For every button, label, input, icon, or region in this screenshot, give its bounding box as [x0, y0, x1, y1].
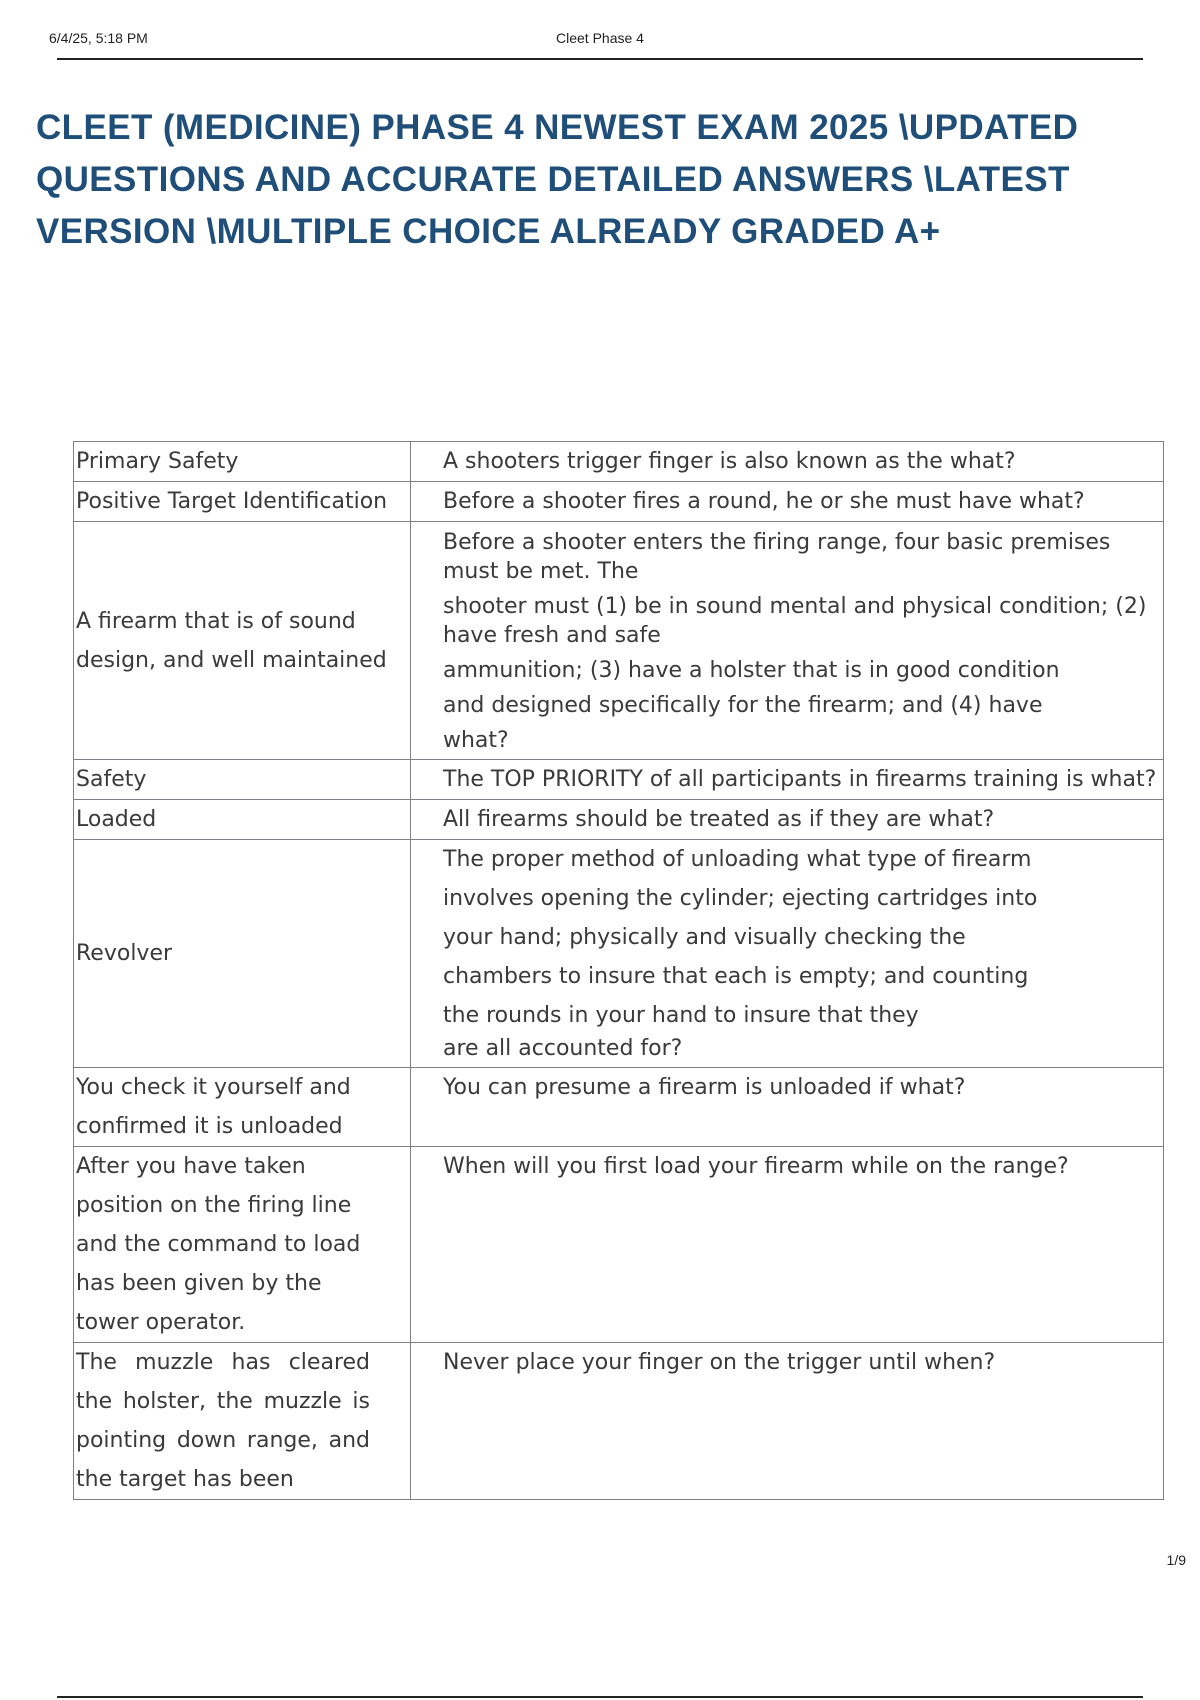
question-line: the rounds in your hand to insure that they — [443, 1003, 919, 1028]
question-cell: A shooters trigger finger is also known as the what? — [411, 442, 1164, 482]
table-row — [74, 1147, 1164, 1343]
qa-table — [73, 441, 1164, 1500]
page-title: CLEET (MEDICINE) PHASE 4 NEWEST EXAM 2025 \UPDATED QUESTIONS AND ACCURATE DETAILED ANSWERS \LATEST VERSION \MULTIPLE CHOICE ALREADY GRADED A+ — [36, 108, 1079, 251]
question-line: your hand; physically and visually checking the — [443, 925, 966, 950]
question-line: what? — [443, 728, 509, 753]
question-line: involves opening the cylinder; ejecting cartridges into — [443, 886, 1038, 911]
answer-cell: The muzzle has cleared the holster, the muzzle is pointing down range, and the target has been — [74, 1343, 411, 1500]
answer-cell: You check it yourself and confirmed it is unloaded — [74, 1068, 411, 1147]
question-cell: When will you first load your firearm while on the range? — [411, 1147, 1164, 1343]
table-row — [74, 1068, 1164, 1147]
answer-cell: Safety — [74, 760, 411, 800]
question-line: chambers to insure that each is empty; and counting — [443, 964, 1029, 989]
table-row — [74, 840, 1164, 1068]
table-row — [74, 800, 1164, 840]
question-cell: The TOP PRIORITY of all participants in firearms training is what? — [411, 760, 1164, 800]
question-line: and designed specifically for the firearm; and (4) have — [443, 693, 1043, 718]
table-row — [74, 482, 1164, 522]
question-cell: You can presume a firearm is unloaded if what? — [411, 1068, 1164, 1147]
table-row — [74, 1343, 1164, 1500]
table-row — [74, 522, 1164, 760]
question-line: shooter must (1) be in sound mental and physical condition; (2) have fresh and safe — [443, 594, 1147, 648]
answer-cell: Revolver — [74, 840, 411, 1068]
question-cell: Before a shooter fires a round, he or she must have what? — [411, 482, 1164, 522]
answer-cell: Loaded — [74, 800, 411, 840]
question-cell: Never place your finger on the trigger until when? — [411, 1343, 1164, 1500]
answer-cell: Positive Target Identification — [74, 482, 411, 522]
question-line: are all accounted for? — [443, 1036, 683, 1061]
table-row — [74, 760, 1164, 800]
question-line: ammunition; (3) have a holster that is in good condition — [443, 658, 1060, 683]
footer-divider — [57, 1696, 1143, 1698]
question-line: Before a shooter enters the firing range, four basic premises must be met. The — [443, 530, 1111, 584]
answer-cell: After you have taken position on the firing line and the command to load has been given by the tower operator. — [74, 1147, 411, 1343]
table-row — [74, 442, 1164, 482]
question-cell — [411, 522, 1164, 760]
answer-cell: A firearm that is of sound design, and well maintained — [74, 522, 411, 760]
question-cell: All firearms should be treated as if they are what? — [411, 800, 1164, 840]
document-name: Cleet Phase 4 — [556, 30, 644, 46]
answer-cell: Primary Safety — [74, 442, 411, 482]
page-number: 1/9 — [1166, 1552, 1186, 1568]
page-header — [49, 28, 1143, 60]
print-date: 6/4/25, 5:18 PM — [49, 30, 148, 46]
question-cell — [411, 840, 1164, 1068]
question-line: The proper method of unloading what type of firearm — [443, 847, 1032, 872]
